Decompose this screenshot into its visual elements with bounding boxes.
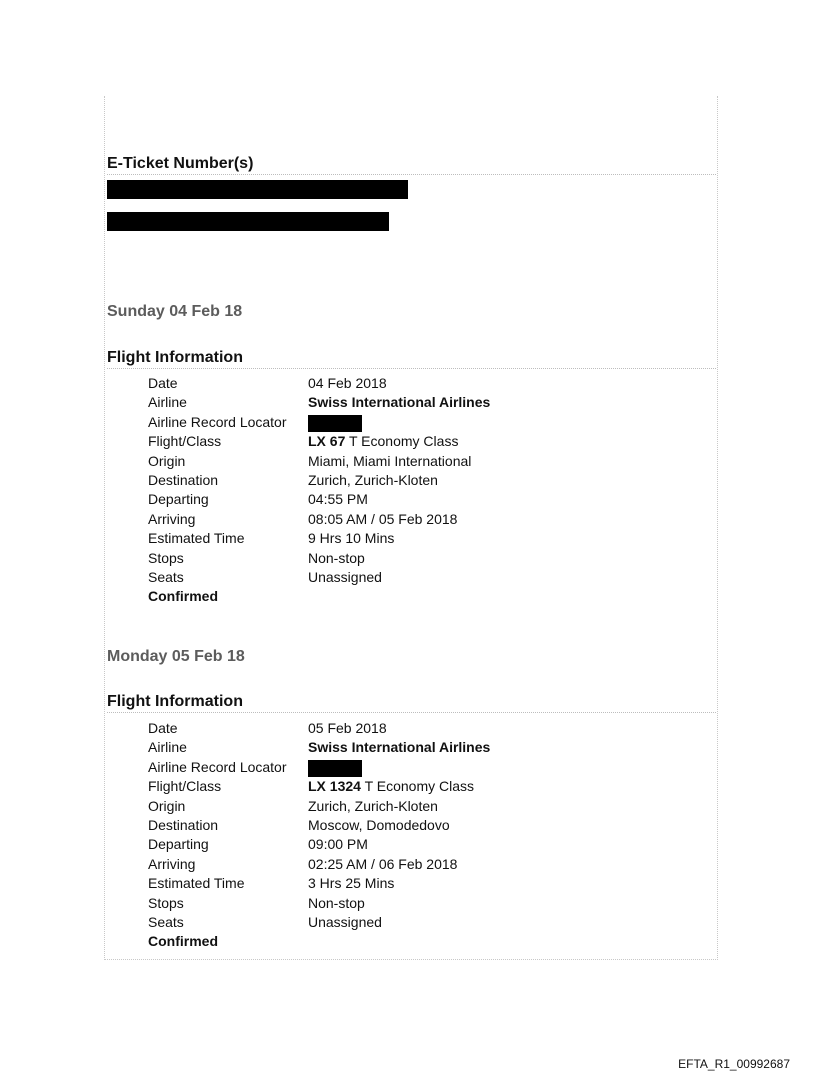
travel-class: T Economy Class — [345, 433, 459, 450]
info-label: Arriving — [148, 510, 196, 527]
info-row-destination — [148, 816, 490, 835]
flight-number: LX 67 — [308, 433, 346, 450]
origin-value: Zurich, Zurich-Kloten — [308, 797, 438, 814]
info-row-locator — [148, 758, 490, 777]
stops-value: Non-stop — [308, 894, 365, 911]
departing-value: 04:55 PM — [308, 491, 368, 508]
info-row-date — [148, 374, 490, 393]
flight-class-value — [308, 432, 458, 451]
redacted-ticket-number — [107, 180, 408, 199]
info-label: Departing — [148, 836, 209, 853]
flight-info-heading: Flight Information — [107, 693, 716, 713]
destination-value: Zurich, Zurich-Kloten — [308, 471, 438, 488]
info-row-status — [148, 587, 490, 606]
info-label: Date — [148, 720, 178, 736]
info-label: Departing — [148, 491, 209, 508]
info-row-flight-class — [148, 432, 490, 451]
locator-value — [308, 758, 362, 777]
info-label: Estimated Time — [148, 875, 245, 892]
flight-date: 05 Feb 2018 — [308, 720, 387, 736]
info-label: Date — [148, 375, 178, 391]
info-row-departing — [148, 835, 490, 854]
estimated-time-value: 3 Hrs 25 Mins — [308, 875, 395, 892]
info-label: Airline — [148, 394, 187, 411]
day-heading: Monday 05 Feb 18 — [107, 648, 245, 665]
info-row-arriving — [148, 855, 490, 874]
departing-value: 09:00 PM — [308, 836, 368, 853]
info-row-flight-class — [148, 777, 490, 796]
info-label: Stops — [148, 549, 184, 566]
info-label: Seats — [148, 568, 184, 585]
flight-info-table — [148, 719, 490, 952]
info-label: Airline — [148, 739, 187, 756]
info-row-origin — [148, 452, 490, 471]
info-label: Destination — [148, 816, 219, 833]
redacted-ticket-number — [107, 212, 389, 231]
origin-value: Miami, Miami International — [308, 452, 472, 469]
flight-class-value — [308, 777, 474, 796]
info-row-seats — [148, 568, 490, 587]
stops-value: Non-stop — [308, 549, 365, 566]
flight-info-table — [148, 374, 490, 607]
redacted-locator — [308, 760, 362, 777]
info-row-arriving — [148, 510, 490, 529]
info-row-seats — [148, 913, 490, 932]
info-label: Origin — [148, 452, 186, 469]
document-id: EFTA_R1_00992687 — [678, 1057, 790, 1071]
info-label: Airline Record Locator — [148, 413, 287, 430]
flight-date: 04 Feb 2018 — [308, 375, 387, 391]
arriving-value: 08:05 AM / 05 Feb 2018 — [308, 510, 458, 527]
info-row-estimated-time — [148, 529, 490, 548]
info-row-airline — [148, 738, 490, 757]
info-label: Arriving — [148, 855, 196, 872]
airline-name: Swiss International Airlines — [308, 739, 491, 756]
info-row-departing — [148, 490, 490, 509]
flight-info-heading: Flight Information — [107, 349, 716, 369]
info-row-locator — [148, 413, 490, 432]
info-label: Flight/Class — [148, 433, 222, 450]
info-row-date — [148, 719, 490, 738]
info-label: Estimated Time — [148, 530, 245, 547]
status-badge: Confirmed — [148, 588, 218, 605]
info-row-origin — [148, 797, 490, 816]
locator-value — [308, 413, 362, 432]
destination-value: Moscow, Domodedovo — [308, 816, 450, 833]
info-label: Seats — [148, 913, 184, 930]
info-row-stops — [148, 894, 490, 913]
info-label: Stops — [148, 894, 184, 911]
info-row-destination — [148, 471, 490, 490]
info-row-status — [148, 932, 490, 951]
info-row-estimated-time — [148, 874, 490, 893]
info-label: Flight/Class — [148, 778, 222, 795]
day-heading: Sunday 04 Feb 18 — [107, 303, 243, 320]
info-label: Destination — [148, 471, 219, 488]
airline-name: Swiss International Airlines — [308, 394, 491, 411]
travel-class: T Economy Class — [360, 778, 475, 795]
arriving-value: 02:25 AM / 06 Feb 2018 — [308, 855, 458, 872]
info-label: Origin — [148, 797, 186, 814]
status-badge: Confirmed — [148, 933, 218, 950]
info-row-stops — [148, 549, 490, 568]
redacted-locator — [308, 415, 362, 432]
info-label: Airline Record Locator — [148, 758, 287, 775]
eticket-heading: E-Ticket Number(s) — [107, 155, 716, 175]
info-row-airline — [148, 393, 490, 412]
flight-number: LX 1324 — [308, 778, 361, 795]
estimated-time-value: 9 Hrs 10 Mins — [308, 530, 395, 547]
seats-value: Unassigned — [308, 568, 382, 585]
seats-value: Unassigned — [308, 913, 382, 930]
